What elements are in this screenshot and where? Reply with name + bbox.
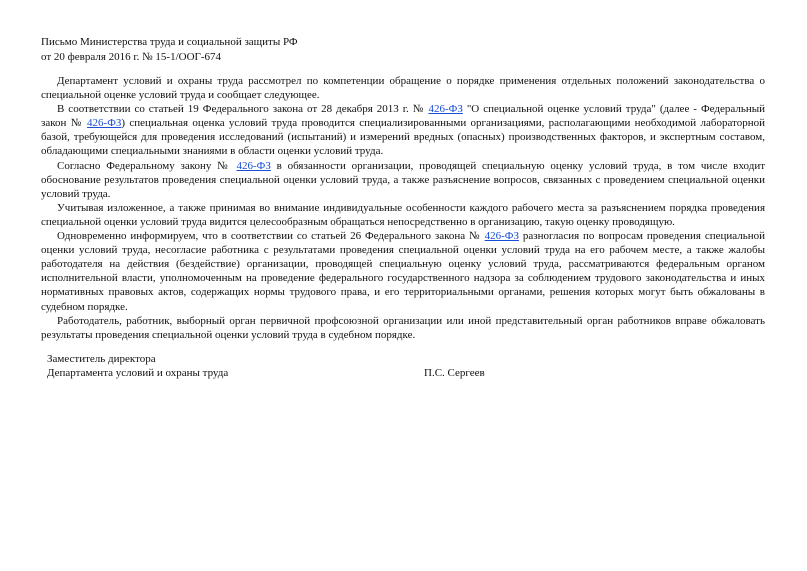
paragraph-text: Учитывая изложенное, а также принимая во внимание индивидуальные особенности каждого рабочего места за разъяснением порядка проведения специальной оценки условий труда видится целесообразным обращаться непосредственно в организацию, такую оценку проводящую. (41, 201, 765, 228)
paragraph-text: в обязанности организации, проводящей специальную оценку условий труда, в том числе входит обоснование результатов проведения специальной оценки условий труда, а также разъяснение вопросов, связанных с проведением специальной оценки условий труда. (41, 159, 766, 200)
document-body (41, 74, 765, 342)
body-paragraph (41, 74, 765, 102)
paragraph-text: ) специальная оценка условий труда проводится специализированными организациями, располагающими необходимой лабораторной базой, требующейся для проведения исследований (испытаний) и измерений вредных (опасных) производственных факторов, и экспертным составом, обладающими специальными знаниями в области оценки условий труда. (41, 117, 765, 158)
signatory-position: Заместитель директора (47, 353, 156, 365)
body-paragraph (41, 102, 765, 158)
signatory-department: Департамента условий и охраны труда (47, 367, 229, 379)
paragraph-text: "О специальной оценке условий труда" (далее - Федеральный закон № (41, 103, 765, 130)
paragraph-text: В соответствии со статьей 19 Федерального закона от 28 декабря 2013 г. № (57, 103, 429, 116)
document-title: Письмо Министерства труда и социальной защиты РФ (41, 36, 298, 48)
law-426-fz-link[interactable]: 426-ФЗ (484, 230, 519, 243)
document-date-number: от 20 февраля 2016 г. № 15-1/ООГ-674 (41, 50, 222, 63)
body-paragraph (41, 314, 765, 342)
law-426-fz-link[interactable]: 426-ФЗ (428, 103, 463, 116)
signatory-name: П.С. Сергеев (424, 367, 485, 379)
paragraph-text: разногласия по вопросам проведения специальной оценки условий труда, несогласие работника с результатами проведения специальной оценки условий труда на его рабочем месте, а также жалобы работодателя на действия (бездействие) организации, проводящей специальную оценку условий труда, рассматриваются федеральным органом исполнительной власти, уполномоченным на проведение федерального государственного надзора за соблюдением трудового законодательства и иных нормативных правовых актов, содержащих нормы трудового права, и его территориальными органами, решения которых могут быть обжалованы в судебном порядке. (41, 230, 766, 313)
paragraph-text: Департамент условий и охраны труда рассмотрел по компетенции обращение о порядке применения отдельных положений законодательства о специальной оценке условий труда и сообщает следующее. (41, 75, 765, 102)
law-426-fz-link[interactable]: 426-ФЗ (236, 159, 271, 172)
body-paragraph (41, 229, 765, 314)
paragraph-text: Работодатель, работник, выборный орган первичной профсоюзной организации или иной представительный орган работников вправе обжаловать результаты проведения специальной оценки условий труда в судебном порядке. (41, 314, 765, 341)
body-paragraph (41, 159, 765, 201)
body-paragraph (41, 201, 765, 229)
paragraph-text: Согласно Федеральному закону № (57, 159, 237, 172)
law-426-fz-link[interactable]: 426-ФЗ (87, 117, 122, 130)
paragraph-text: Одновременно информируем, что в соответствии со статьей 26 Федерального закона № (57, 230, 485, 243)
document-header (41, 35, 441, 64)
